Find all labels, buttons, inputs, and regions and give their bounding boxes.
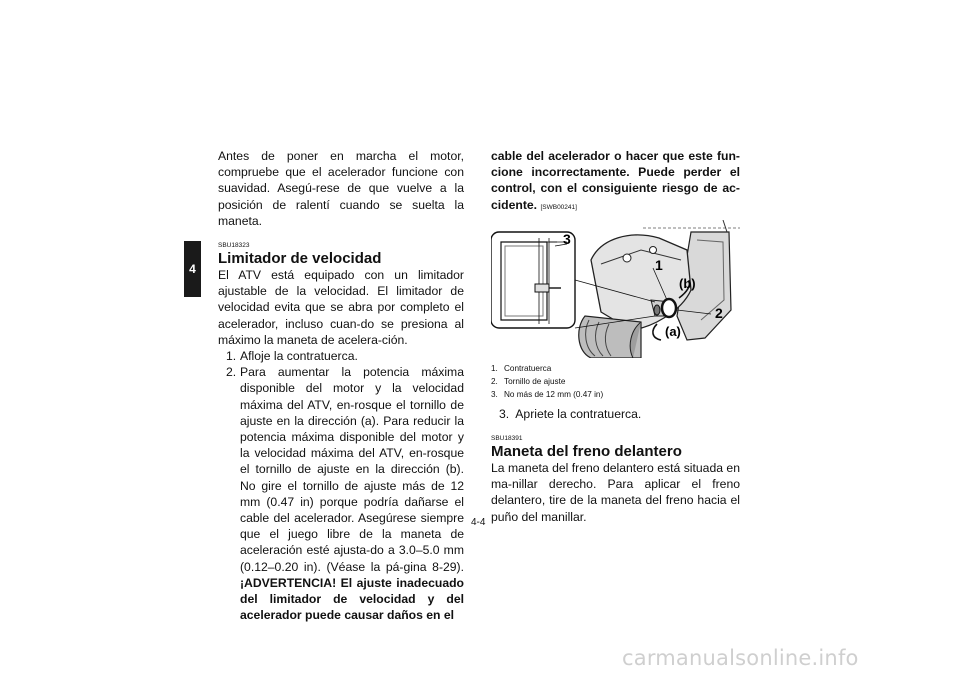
warning-code: [SWB00241]: [540, 203, 577, 211]
figure-captions: [491, 362, 740, 401]
step-number: 2.: [226, 365, 237, 380]
caption-item: [491, 375, 740, 388]
step-text: Apriete la contratuerca.: [515, 406, 642, 421]
figure-label-a: (a): [665, 323, 681, 339]
warning-continued: [491, 148, 740, 216]
caption-number: 2.: [491, 376, 498, 386]
caption-number: 1.: [491, 363, 498, 373]
figure-label-b: (b): [679, 275, 696, 291]
page-number: 4-4: [471, 517, 486, 528]
step-item: [218, 348, 464, 364]
chapter-tab-number: 4: [189, 262, 196, 276]
step-item: [218, 364, 464, 623]
step-text: Afloje la contratuerca.: [240, 349, 358, 364]
caption-item: [491, 362, 740, 375]
caption-text: Tornillo de ajuste: [504, 376, 566, 386]
right-column: [491, 148, 740, 525]
caption-number: 3.: [491, 389, 498, 399]
speed-limiter-figure: [491, 220, 740, 358]
section-code: SBU18323: [218, 242, 250, 250]
step-number: 1.: [226, 349, 237, 364]
speed-limiter-body: El ATV está equipado con un limitador ajustable de la velocidad. El limitador de velocidad evita que se abra por completo el acelerador, incluso cuan-do se presiona al máximo la maneta de acelera-ción.: [218, 268, 464, 347]
warning-text: ¡ADVERTENCIA! El ajuste inadecuado del limitador de velocidad y del acelerador puede causar daños en el: [240, 575, 464, 623]
section-title-speed-limiter: Limitador de velocidad: [218, 250, 382, 268]
step-number: 3.: [499, 406, 510, 421]
watermark: carmanualsonline.info: [622, 646, 859, 670]
front-brake-body: La maneta del freno delantero está situada en ma-nillar derecho. Para aplicar el freno delantero, tire de la maneta del freno hacia el puño del manillar.: [491, 461, 740, 524]
caption-text: Contratuerca: [504, 363, 552, 373]
intro-paragraph: Antes de poner en marcha el motor, compruebe que el acelerador funcione con suavidad. Asegú-rese de que vuelve a la posición de ralentí cuando se suelta la maneta.: [218, 149, 464, 228]
section-code: SBU18391: [491, 435, 523, 443]
chapter-tab: [184, 241, 201, 297]
step-text: Para aumentar la potencia máxima disponible del motor y la velocidad máxima del ATV, en-rosque el tornillo de ajuste en la dirección (a). Para reducir la potencia máxima disponible del motor y la velocidad máxima del ATV, en-rosque el tornillo de ajuste en la dirección (b). No gire el tornillo de ajuste más de 12 mm (0.47 in) porque podría dañarse el cable del acelerador. Asegúrese siempre que el juego libre de la maneta de aceleración esté ajusta-do a 3.0–5.0 mm (0.12–0.20 in). (Véase la pá-gina 8-29).: [240, 365, 464, 574]
figure-label-1: 1: [655, 256, 663, 273]
caption-item: [491, 388, 740, 401]
caption-text: No más de 12 mm (0.47 in): [504, 389, 604, 399]
step-item: [491, 406, 740, 422]
adjust-steps: [218, 348, 464, 623]
left-column: [218, 148, 464, 623]
figure-label-3: 3: [563, 230, 571, 247]
section-title-front-brake: Maneta del freno delantero: [491, 443, 682, 461]
figure-label-2: 2: [715, 304, 723, 321]
speed-limiter-illustration: [491, 220, 740, 358]
warning-continued-text: cable del acelerador o hacer que este fun-cione incorrectamente. Puede perder el control, con el consiguiente riesgo de ac-cidente.: [491, 149, 740, 212]
